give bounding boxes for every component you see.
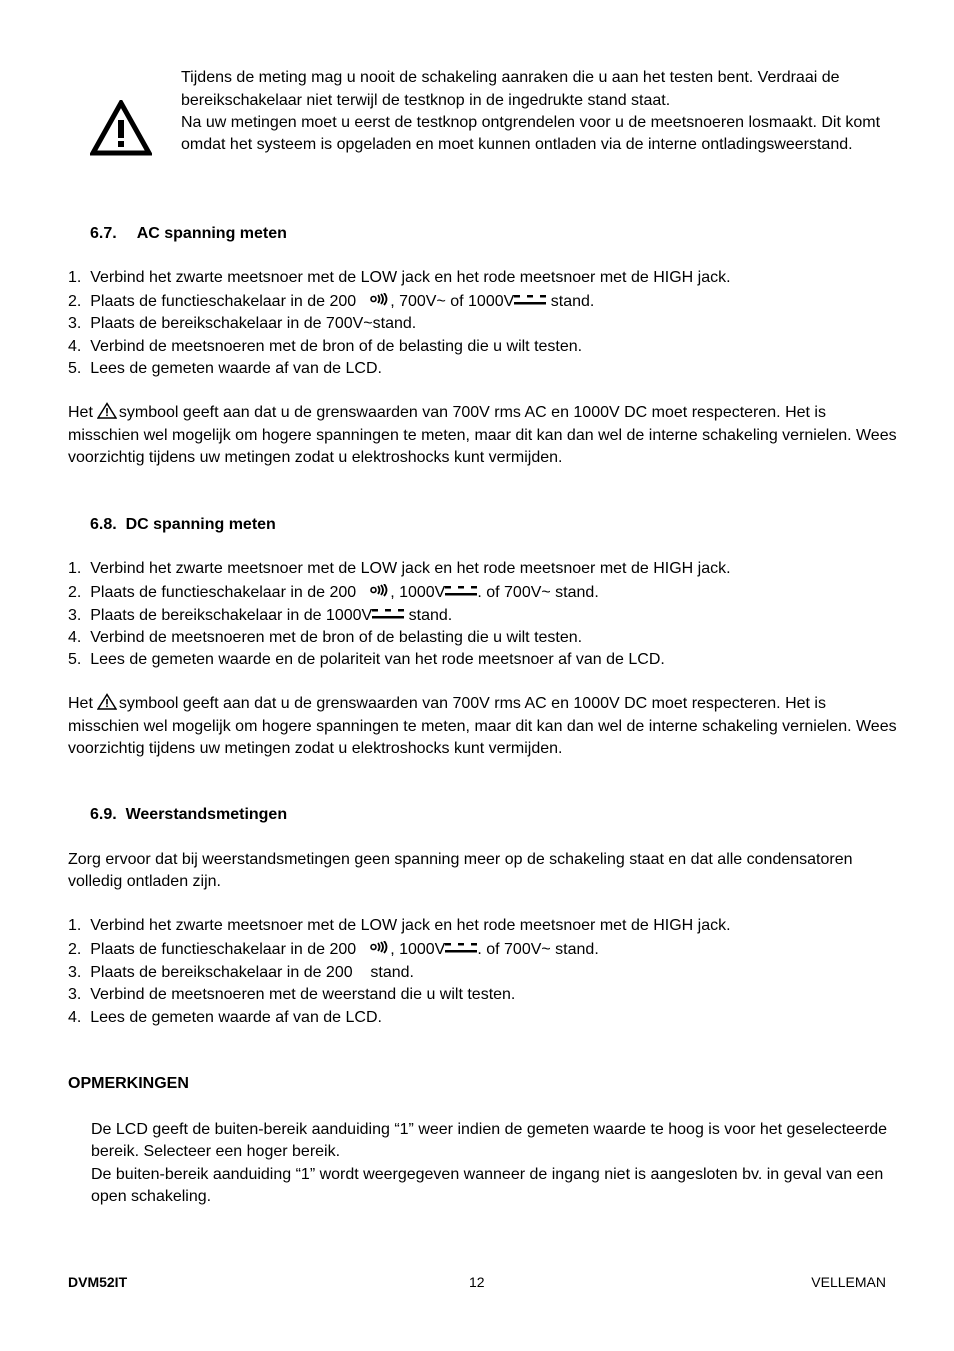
section-title: DC spanning meten — [125, 516, 276, 533]
section-title: AC spanning meten — [136, 225, 287, 242]
warning-text-line: omdat het systeem is opgeladen en moet kunnen ontladen via de interne ontladingsweerstand. — [181, 136, 853, 153]
section-heading-6-8 — [90, 514, 276, 536]
remarks-line: bereik. Selecteer een hoger bereik. — [91, 1143, 341, 1160]
list-item: 3. Plaats de bereikschakelaar in de 700V~stand. — [68, 315, 417, 332]
note-line: voorzichtig tijdens uw metingen zodat u elektroshocks kunt vermijden. — [68, 449, 563, 466]
list-item: 1. Verbind het zwarte meetsnoer met de LOW jack en het rode meetsnoer met de HIGH jack. — [68, 560, 731, 577]
continuity-sound-icon — [370, 941, 390, 955]
section-number: 6.7. — [90, 225, 117, 242]
list-item: 4. Verbind de meetsnoeren met de bron of de belasting die u wilt testen. — [68, 338, 583, 355]
section-heading-6-9 — [90, 804, 287, 826]
dc-voltage-icon — [445, 940, 477, 954]
dc-voltage-icon — [514, 292, 546, 306]
note-line: Het symbool geeft aan dat u de grenswaarden van 700V rms AC en 1000V DC moet respecteren. Het is — [68, 404, 826, 421]
warning-text-line: bereikschakelaar niet terwijl de testknop in de ingedrukte stand staat. — [181, 92, 671, 109]
footer-model: DVM52IT — [68, 1274, 128, 1290]
warning-text-line: Na uw metingen moet u eerst de testknop ontgrendelen voor u de meetsnoeren losmaakt. Dit komt — [181, 114, 881, 131]
warning-text-line: Tijdens de meting mag u nooit de schakeling aanraken die u aan het testen bent. Verdraai de — [181, 69, 840, 86]
list-item: 4. Lees de gemeten waarde af van de LCD. — [68, 1009, 382, 1026]
remarks-line: De LCD geeft de buiten-bereik aanduiding “1” weer indien de gemeten waarde te hoog is voor het geselecteerde — [91, 1121, 888, 1138]
list-item: 1. Verbind het zwarte meetsnoer met de LOW jack en het rode meetsnoer met de HIGH jack. — [68, 269, 731, 286]
intro-line: volledig ontladen zijn. — [68, 873, 221, 890]
note-line: misschien wel mogelijk om hogere spanningen te meten, maar dit kan dan wel de interne schakeling vernielen. Wees — [68, 427, 897, 444]
remarks-line: De buiten-bereik aanduiding “1” wordt weergegeven wanneer de ingang niet is aangesloten bv. in geval van een — [91, 1166, 884, 1183]
list-item: 2. Plaats de functieschakelaar in de 200 , 700V~ of 1000V stand. — [68, 293, 595, 310]
list-item: 1. Verbind het zwarte meetsnoer met de LOW jack en het rode meetsnoer met de HIGH jack. — [68, 917, 731, 934]
dc-voltage-icon — [372, 606, 404, 620]
continuity-sound-icon — [370, 584, 390, 598]
dc-voltage-icon — [445, 583, 477, 597]
continuity-sound-icon — [370, 293, 390, 307]
footer-brand: VELLEMAN — [811, 1274, 886, 1290]
warning-triangle-icon — [90, 100, 152, 156]
list-item: 2. Plaats de functieschakelaar in de 200 , 1000V . of 700V~ stand. — [68, 584, 599, 601]
note-line: Het symbool geeft aan dat u de grenswaarden van 700V rms AC en 1000V DC moet respecteren. Het is — [68, 695, 826, 712]
warning-triangle-icon — [97, 693, 117, 710]
section-number: 6.8. — [90, 516, 117, 533]
list-item: 5. Lees de gemeten waarde en de polariteit van het rode meetsnoer af van de LCD. — [68, 651, 665, 668]
section-heading-6-7 — [90, 223, 287, 245]
list-item: 3. Plaats de bereikschakelaar in de 200 stand. — [68, 964, 414, 981]
list-item: 2. Plaats de functieschakelaar in de 200 , 1000V . of 700V~ stand. — [68, 941, 599, 958]
list-item: 3. Verbind de meetsnoeren met de weerstand die u wilt testen. — [68, 986, 516, 1003]
note-line: voorzichtig tijdens uw metingen zodat u elektroshocks kunt vermijden. — [68, 740, 563, 757]
warning-triangle-icon — [97, 402, 117, 419]
remarks-line: open schakeling. — [91, 1188, 212, 1205]
list-item: 4. Verbind de meetsnoeren met de bron of de belasting die u wilt testen. — [68, 629, 583, 646]
section-number: 6.9. — [90, 806, 117, 823]
list-item: 5. Lees de gemeten waarde af van de LCD. — [68, 360, 382, 377]
note-line: misschien wel mogelijk om hogere spanningen te meten, maar dit kan dan wel de interne schakeling vernielen. Wees — [68, 718, 897, 735]
section-title: Weerstandsmetingen — [125, 806, 288, 823]
footer-page-number: 12 — [469, 1274, 485, 1290]
intro-line: Zorg ervoor dat bij weerstandsmetingen geen spanning meer op de schakeling staat en dat alle condensatoren — [68, 851, 853, 868]
list-item: 3. Plaats de bereikschakelaar in de 1000V stand. — [68, 607, 453, 624]
remarks-heading: OPMERKINGEN — [68, 1075, 189, 1092]
